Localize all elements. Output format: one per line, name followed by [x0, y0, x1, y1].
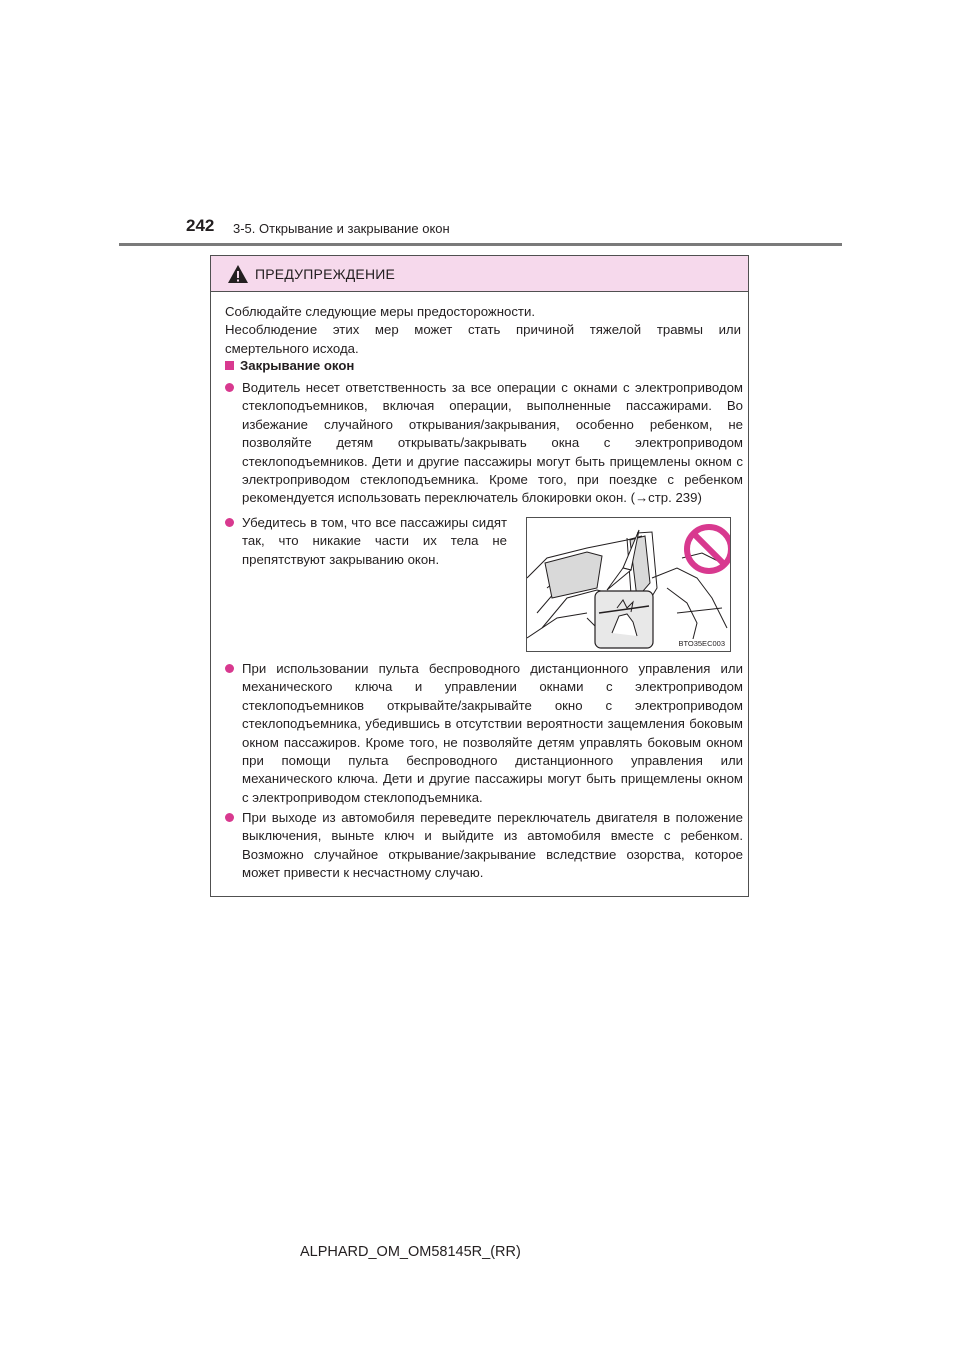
- bullet-dot-icon: [225, 664, 234, 673]
- bullet-dot-icon: [225, 813, 234, 822]
- warning-intro: [225, 303, 741, 358]
- list-item: [225, 379, 743, 508]
- bullet-dot-icon: [225, 518, 234, 527]
- bullet-dot-icon: [225, 383, 234, 392]
- section-title: 3-5. Открывание и закрывание окон: [233, 221, 450, 236]
- header-divider: [119, 243, 842, 246]
- warning-box: [210, 255, 749, 897]
- intro-line-2: Несоблюдение этих мер может стать причиной тяжелой травмы или: [225, 322, 741, 338]
- figure-code: BTO35EC003: [678, 639, 725, 648]
- bullet-text: При использовании пульта беспроводного дистанционного управления или механического ключа и управлении окнами с электроприводом стеклоподъемников открывайте/закрывайте окно с электроприводом стеклоподъемника, убедившись в отсутствии вероятности защемления боковым окном пассажиров. Кроме того, не позволяйте детям управлять боковым окном при помощи пульта беспроводного дистанционного управления или механического ключа. Дети и другие пассажиры могут быть прищемлены окном с электроприводом стеклоподъемника.: [242, 661, 743, 805]
- subheading: [225, 358, 354, 373]
- list-item: [225, 514, 525, 569]
- subheading-text: Закрывание окон: [240, 358, 355, 373]
- window-pinch-illustration: [526, 517, 731, 652]
- list-item: [225, 809, 743, 883]
- list-item: [225, 660, 743, 807]
- warning-header: [211, 256, 748, 292]
- bullet-text: Водитель несет ответственность за все операции с окнами с электроприводом стеклоподъемников, включая операции, выполненные пассажирами. Во избежание случайного открывания/закрывания, особенно ребенком, не позволяйте детям открывать/закрывать окна с электроприводом стеклоподъемников. Дети и другие пассажиры могут быть прищемлены окном с электроприводом стеклоподъемника. Кроме того, при поездке с ребенком рекомендуется использовать переключатель блокировки окон. (→стр. 239): [242, 380, 743, 506]
- square-bullet-icon: [225, 361, 234, 370]
- warning-triangle-icon: [227, 264, 249, 284]
- warning-title: ПРЕДУПРЕЖДЕНИЕ: [255, 265, 396, 282]
- intro-line-3: смертельного исхода.: [225, 340, 359, 356]
- bullet-text: Убедитесь в том, что все пассажиры сидят так, что никакие части их тела не препятствуют закрыванию окон.: [242, 515, 507, 567]
- car-interior-drawing: [527, 518, 731, 652]
- bullet-text: При выходе из автомобиля переведите переключатель двигателя в положение выключения, выньте ключ и выйдите из автомобиля вместе с ребенком. Возможно случайное открывание/закрывание вследствие озорства, которое может привести к несчастному случаю.: [242, 810, 743, 881]
- page-number: 242: [186, 216, 215, 235]
- intro-line-1: Соблюдайте следующие меры предосторожности.: [225, 304, 535, 319]
- document-code: ALPHARD_OM_OM58145R_(RR): [300, 1244, 521, 1260]
